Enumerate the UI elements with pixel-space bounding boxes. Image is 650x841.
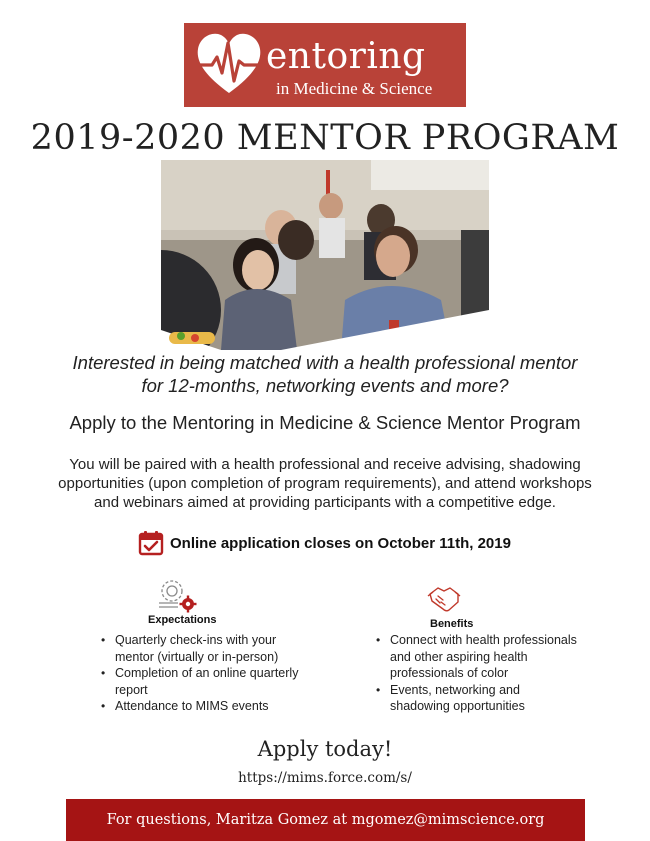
- benefits-heading: Benefits: [430, 618, 474, 630]
- expectations-heading: Expectations: [148, 614, 217, 626]
- benefits-list: [372, 632, 578, 715]
- deadline-notice: [138, 530, 511, 556]
- apply-today-heading: Apply today!: [257, 737, 393, 761]
- calendar-check-icon: [138, 530, 164, 556]
- logo-wordmark-rest: entoring: [266, 36, 426, 77]
- page-title: 2019-2020 MENTOR PROGRAM: [30, 118, 620, 158]
- event-photo: [161, 160, 489, 350]
- list-item: • Events, networking and shadowing opportunities: [390, 682, 578, 715]
- mims-logo: [184, 23, 466, 107]
- deadline-text: Online application closes on October 11th, 2019: [170, 534, 511, 552]
- logo-wordmark: [266, 37, 426, 77]
- contact-footer: For questions, Maritza Gomez at mgomez@mimscience.org: [66, 799, 585, 841]
- heart-ekg-icon: [194, 29, 264, 99]
- logo-subtitle: in Medicine & Science: [276, 79, 433, 98]
- intro-question: Interested in being matched with a health professional mentor for 12-months, networking events and more?: [72, 352, 578, 396]
- handshake-icon: [427, 582, 461, 616]
- gears-icon: [156, 577, 198, 613]
- event-photo-illustration: [161, 160, 489, 350]
- list-item: • Connect with health professionals and other aspiring health professionals of color: [390, 632, 578, 682]
- application-link[interactable]: https://mims.force.com/s/: [238, 770, 412, 786]
- expectations-list: [97, 632, 310, 715]
- list-item: • Quarterly check-ins with your mentor (virtually or in-person): [115, 632, 310, 665]
- list-item: • Attendance to MIMS events: [115, 698, 310, 715]
- apply-heading: Apply to the Mentoring in Medicine & Science Mentor Program: [69, 412, 581, 433]
- program-description: You will be paired with a health professional and receive advising, shadowing opportunities (upon completion of program requirements), and attend workshops and webinars aimed at providing participants with a competitive edge.: [58, 456, 592, 511]
- list-item: • Completion of an online quarterly report: [115, 665, 310, 698]
